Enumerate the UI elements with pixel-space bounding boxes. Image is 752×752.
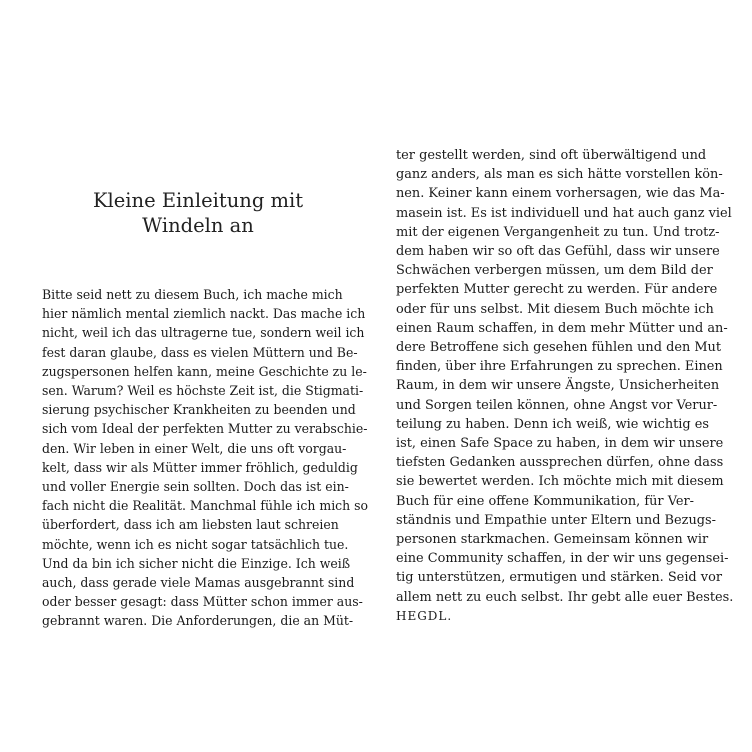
text-line: ist, einen Safe Space zu haben, in dem wir unsere <box>396 436 724 452</box>
text-line: finden, über ihre Erfahrungen zu sprechen. Einen <box>396 359 723 375</box>
text-line: Schwächen verbergen müssen, um dem Bild der <box>396 263 713 279</box>
left-text-column <box>42 286 368 632</box>
text-line: allem nett zu euch selbst. Ihr gebt alle euer Bestes. <box>396 589 734 605</box>
text-line: und voller Energie sein sollten. Doch das ist ein- <box>42 480 349 496</box>
text-line: mit der eigenen Vergangenheit zu tun. Und trotz- <box>396 224 720 240</box>
text-line: und Sorgen teilen können, ohne Angst vor Verur- <box>396 397 718 413</box>
text-line: möchte, wenn ich es nicht sogar tatsächlich tue. <box>42 537 349 553</box>
right-text-column <box>396 146 733 626</box>
text-line: auch, dass gerade viele Mamas ausgebrannt sind <box>42 576 355 592</box>
text-line: dere Betroffene sich gesehen fühlen und den Mut <box>396 340 722 356</box>
text-line: oder für uns selbst. Mit diesem Buch möchte ich <box>396 301 714 317</box>
text-line: hier nämlich mental ziemlich nackt. Das mache ich <box>42 307 366 323</box>
text-line: eine Community schaffen, in der wir uns gegensei- <box>396 551 729 567</box>
text-line: ständnis und Empathie unter Eltern und Bezugs- <box>396 512 716 528</box>
text-line: fest daran glaube, dass es vielen Müttern und Be- <box>42 345 358 361</box>
text-line: gebrannt waren. Die Anforderungen, die an Müt- <box>42 614 354 630</box>
text-line: tig unterstützen, ermutigen und stärken. Seid vor <box>396 570 722 586</box>
text-line: nen. Keiner kann einem vorhersagen, wie das Ma- <box>396 186 725 202</box>
text-line: nicht, weil ich das ultragerne tue, sondern weil ich <box>42 326 365 342</box>
text-line: tiefsten Gedanken aussprechen dürfen, ohne dass <box>396 455 724 471</box>
text-line: Raum, in dem wir unsere Ängste, Unsicherheiten <box>396 378 720 394</box>
text-line: fach nicht die Realität. Manchmal fühle ich mich so <box>42 499 369 515</box>
text-line: dem haben wir so oft das Gefühl, dass wir unsere <box>396 244 720 260</box>
text-line: Und da bin ich sicher nicht die Einzige. Ich weiß <box>42 556 351 572</box>
text-line: personen starkmachen. Gemeinsam können wir <box>396 532 709 548</box>
text-line: einen Raum schaffen, in dem mehr Mütter und an- <box>396 320 728 336</box>
text-line: perfekten Mutter gerecht zu werden. Für andere <box>396 282 718 298</box>
text-line: zugspersonen helfen kann, meine Geschichte zu le- <box>42 364 367 380</box>
text-line: Buch für eine offene Kommunikation, für Ver- <box>396 493 694 509</box>
chapter-title <box>78 188 318 238</box>
chapter-title-line: Windeln an <box>142 214 254 237</box>
text-line: Bitte seid nett zu diesem Buch, ich mache mich <box>42 288 343 303</box>
author-signature: HEGDL. <box>396 608 453 623</box>
text-line: ter gestellt werden, sind oft überwältigend und <box>396 148 707 163</box>
text-line: sie bewertet werden. Ich möchte mich mit diesem <box>396 474 724 490</box>
text-line: masein ist. Es ist individuell und hat auch ganz viel <box>396 205 732 221</box>
text-line: teilung zu haben. Denn ich weiß, wie wichtig es <box>396 416 710 432</box>
chapter-title-line: Kleine Einleitung mit <box>92 189 304 212</box>
text-line: sen. Warum? Weil es höchste Zeit ist, die Stigmati- <box>42 384 364 400</box>
text-line: oder besser gesagt: dass Mütter schon immer aus- <box>42 595 363 611</box>
text-line: kelt, dass wir als Mütter immer fröhlich, geduldig <box>42 460 358 476</box>
text-line: den. Wir leben in einer Welt, die uns oft vorgau- <box>42 441 347 457</box>
text-line: sierung psychischer Krankheiten zu beenden und <box>42 403 356 419</box>
text-line: ganz anders, als man es sich hätte vorstellen kön- <box>396 167 723 183</box>
text-line: überfordert, dass ich am liebsten laut schreien <box>42 518 339 534</box>
text-line: sich vom Ideal der perfekten Mutter zu verabschie- <box>42 422 368 438</box>
